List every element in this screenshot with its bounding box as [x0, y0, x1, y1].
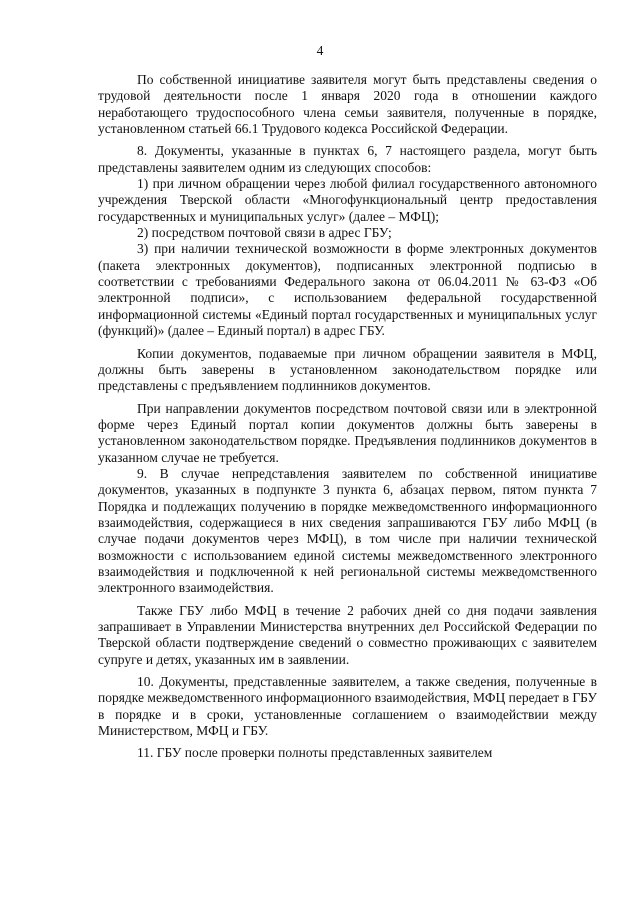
paragraph-work-history-info: По собственной инициативе заявителя могут быть представлены сведения о трудовой деятельности после 1 января 2020 года в отношении каждого неработающего трудоспособного члена семьи заявителя, полученные в порядке, установленном статьей 66.1 Трудового кодекса Российской Федерации.: [98, 72, 597, 137]
paragraph-postal-electronic-copies: При направлении документов посредством почтовой связи или в электронной форме через Единый портал копии документов должны быть заверены в установленном законодательством порядке. Предъявления подлинников документов в указанном случае не требуется.: [98, 400, 597, 465]
paragraph-item-8: 8. Документы, указанные в пунктах 6, 7 настоящего раздела, могут быть представлены заявителем одним из следующих способов:: [98, 143, 597, 175]
paragraph-item-8-method-3: 3) при наличии технической возможности в форме электронных документов (пакета электронных документов), подписанных электронной подписью в соответствии с требованиями Федерального закона от 06.04.2011 № 63-ФЗ «Об электронной подписи», с использованием федеральной государственной информационной системы «Единый портал государственных и муниципальных услуг (функций)» (далее – Единый портал) в адрес ГБУ.: [98, 241, 597, 339]
paragraph-mfc-copies: Копии документов, подаваемые при личном обращении заявителя в МФЦ, должны быть заверены в установленном законодательством порядке или представлены с предъявлением подлинников документов.: [98, 345, 597, 394]
paragraph-mvd-request: Также ГБУ либо МФЦ в течение 2 рабочих дней со дня подачи заявления запрашивает в Управлении Министерства внутренних дел Российской Федерации по Тверской области подтверждение сведений о совместно проживающих с заявителем супруге и детях, указанных им в заявлении.: [98, 602, 597, 667]
page-number: 4: [316, 43, 324, 58]
paragraph-item-9: 9. В случае непредставления заявителем по собственной инициативе документов, указанных в подпункте 3 пункта 6, абзацах первом, пятом пункта 7 Порядка и подлежащих получению в порядке межведомственного информационного взаимодействия, содержащиеся в них сведения запрашиваются ГБУ либо МФЦ (в случае подачи документов через МФЦ), в том числе при наличии технической возможности с использованием единой системы межведомственного электронного взаимодействия и подключенной к ней региональной системы межведомственного электронного взаимодействия.: [98, 465, 597, 596]
paragraph-item-8-method-2: 2) посредством почтовой связи в адрес ГБУ;: [137, 225, 392, 241]
paragraph-item-8-method-1: 1) при личном обращении через любой филиал государственного автономного учреждения Тверской области «Многофункциональный центр предоставления государственных и муниципальных услуг» (далее – МФЦ);: [98, 176, 597, 224]
paragraph-item-10: 10. Документы, представленные заявителем, а также сведения, полученные в порядке межведомственного информационного взаимодействия, МФЦ передает в ГБУ в порядке и в сроки, установленные соглашением о взаимодействии между Министерством, МФЦ и ГБУ.: [98, 674, 597, 739]
paragraph-item-11: 11. ГБУ после проверки полноты представленных заявителем: [137, 745, 493, 761]
document-body: [98, 72, 597, 762]
